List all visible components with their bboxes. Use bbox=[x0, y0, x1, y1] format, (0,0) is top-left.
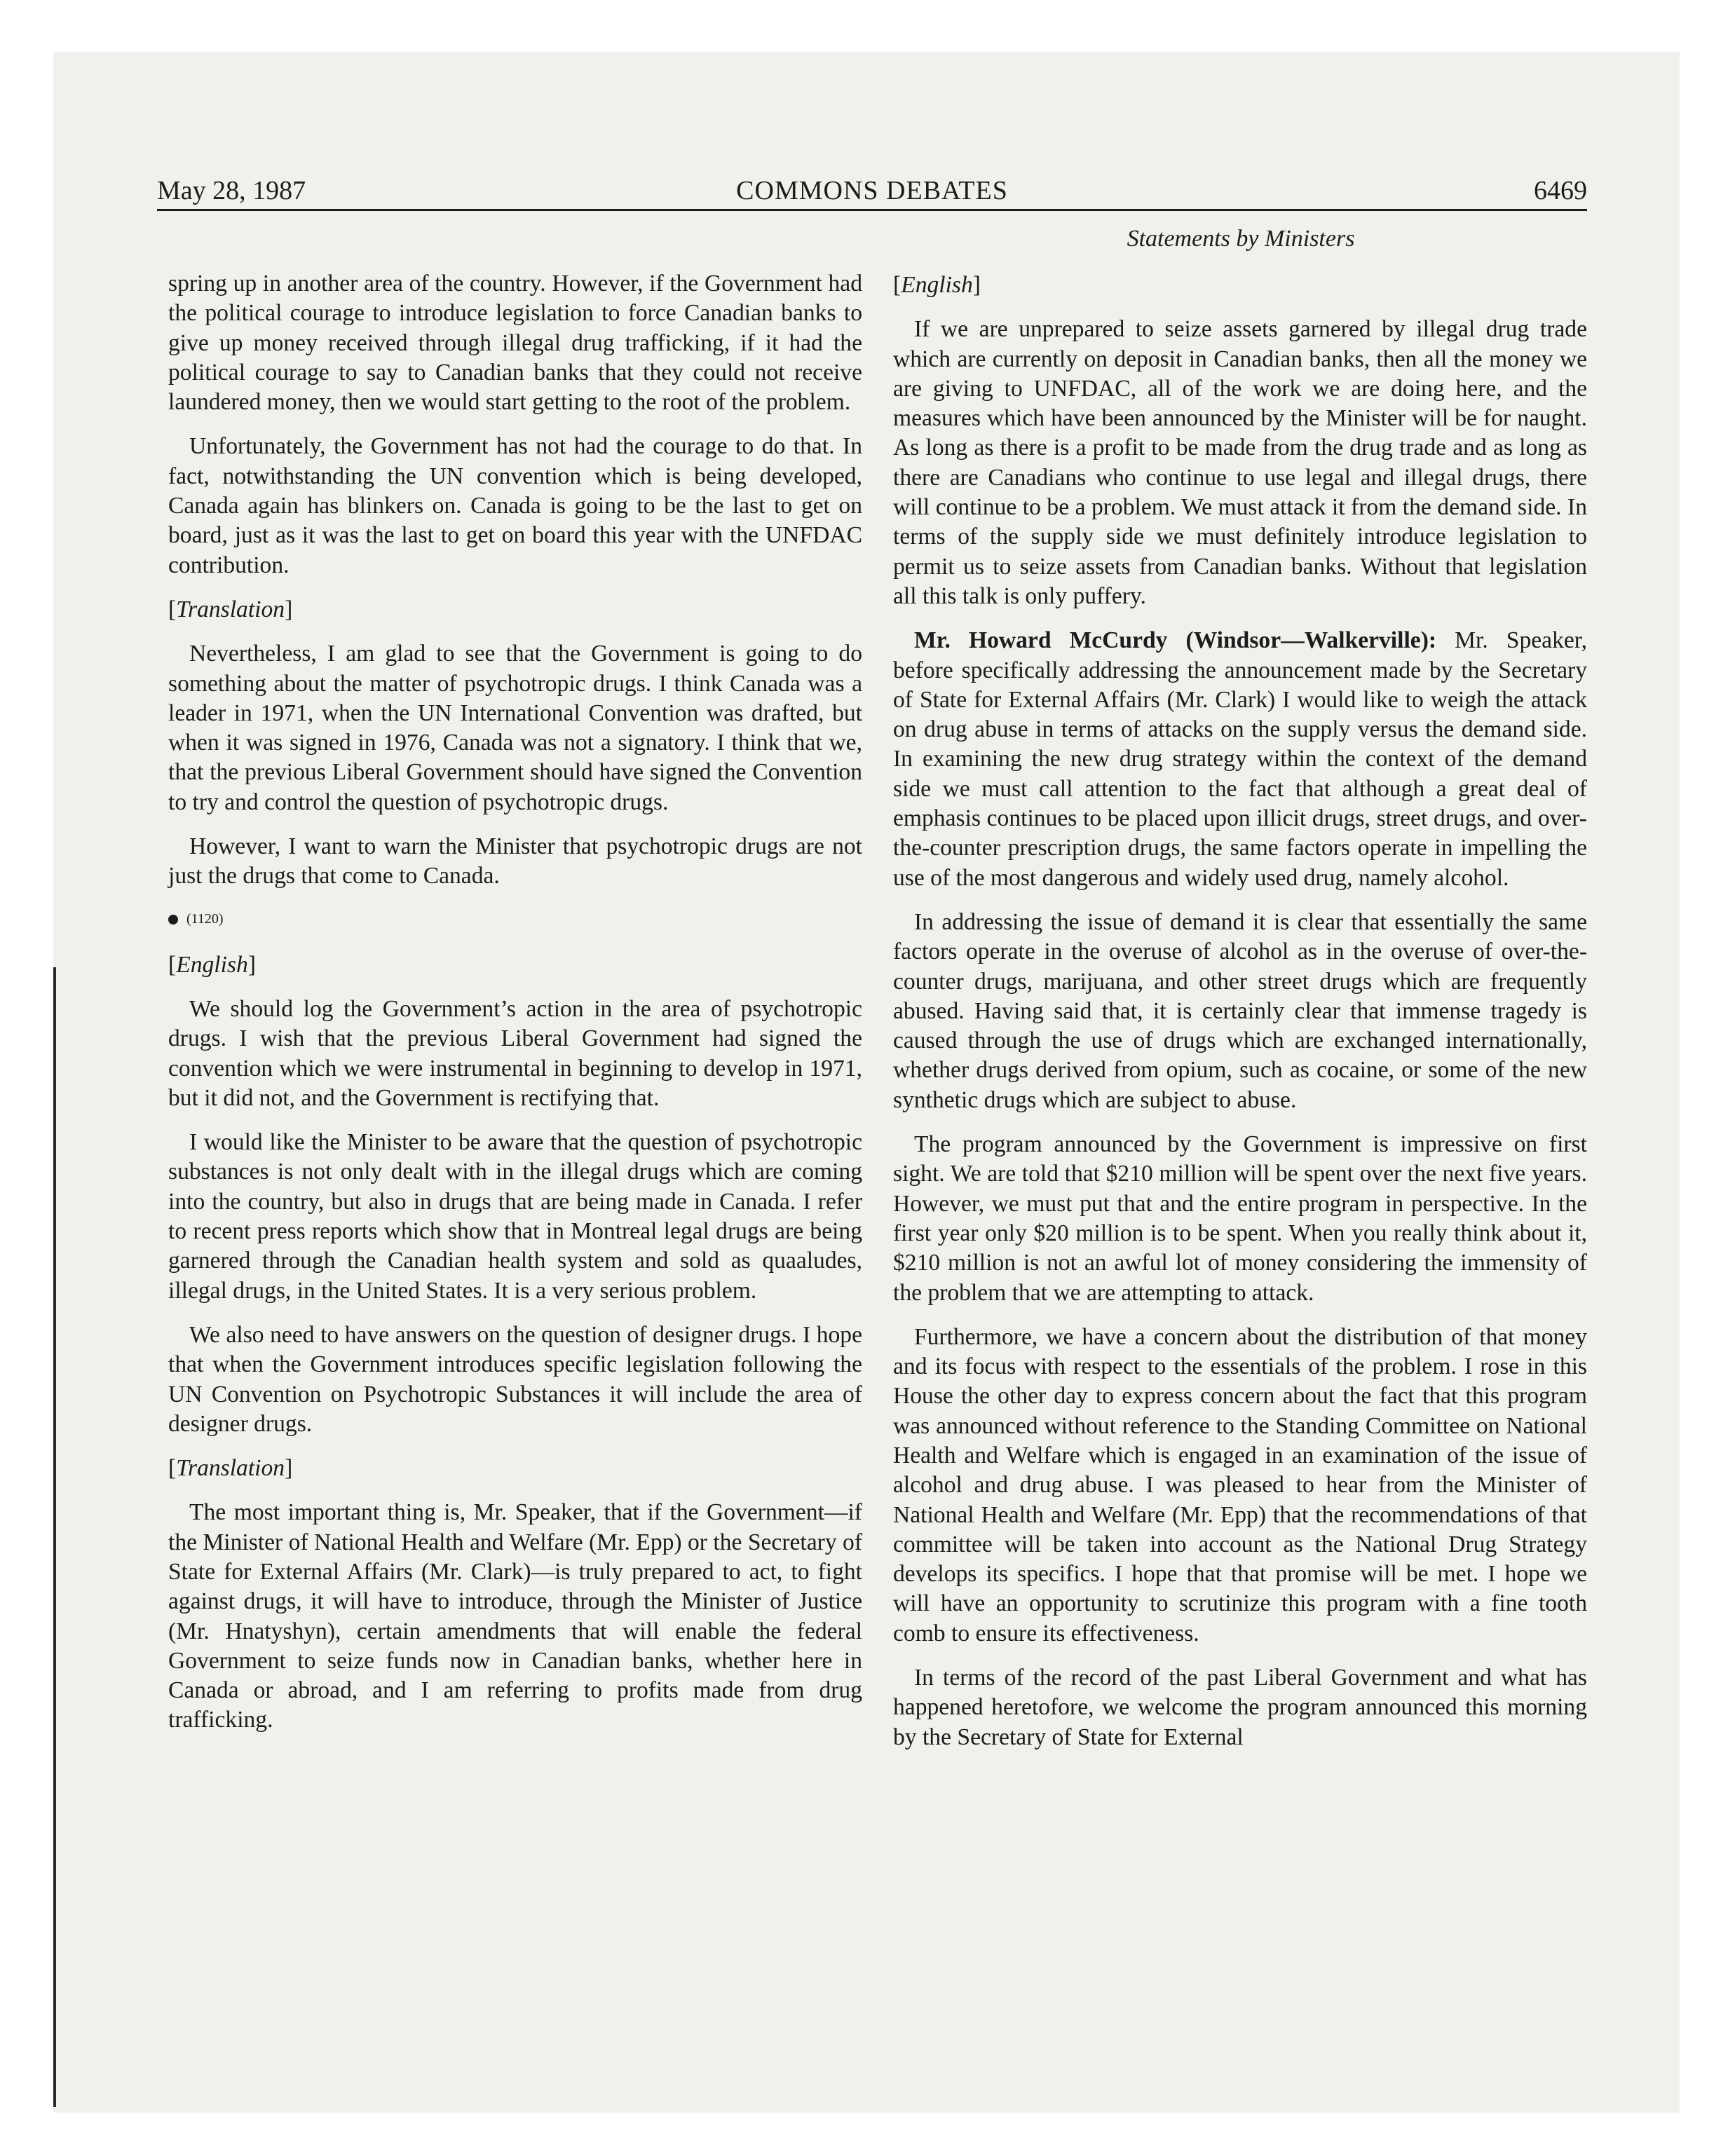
language-marker: [Translation] bbox=[168, 1455, 293, 1482]
language-label: Translation bbox=[176, 1455, 285, 1482]
paragraph: Furthermore, we have a concern about the distribution of that money and its focus with respect to the essentials of the problem. I rose in this House the other day to express concern about the fact that this program was announced without reference to the Standing Committee on National Health and Welfare which is engaged in an examination of the issue of alcohol and drug abuse. I was pleased to hear from the Minister of National Health and Welfare (Mr. Epp) that the recommendations of that committee will be taken into account as the National Drug Strategy develops its specifics. I hope that that promise will be met. I hope we will have an opportunity to scrutinize this program with a fine tooth comb to ensure its effectiveness. bbox=[893, 1323, 1587, 1646]
paragraph bbox=[893, 626, 1587, 893]
bullet-icon bbox=[168, 915, 178, 925]
paragraph: However, I want to warn the Minister that psychotropic drugs are not just the drugs that come to Canada. bbox=[168, 833, 862, 889]
paragraph: I would like the Minister to be aware that the question of psychotropic substances is not only dealt with in the illegal drugs which are coming into the country, but also in drugs that are being made in Canada. I refer to recent press reports which show that in Montreal legal drugs are being garnered through the Canadian health system and sold as quaaludes, illegal drugs, in the United States. It is a very serious problem. bbox=[168, 1129, 862, 1304]
language-marker: [English] bbox=[168, 951, 256, 978]
page-edge-shadow bbox=[53, 967, 56, 2107]
right-column bbox=[893, 269, 1587, 1767]
paragraph: In terms of the record of the past Liberal Government and what has happened heretofore, we welcome the program announced this morning by the Secretary of State for External bbox=[893, 1665, 1587, 1750]
page-number: 6469 bbox=[1534, 176, 1587, 205]
speech-text: Mr. Speaker, before specifically addressing the announcement made by the Secretary of State for External Affairs (Mr. Clark) I would like to weigh the attack on drug abuse in terms of attacks on the supply versus the demand side. In examining the new drug strategy within the context of the demand side we must call attention to the fact that although a great deal of emphasis continues to be placed upon illicit drugs, street drugs, and over-the-counter prescription drugs, the same factors operate in impelling the use of the most dangerous and widely used drug, namely alcohol. bbox=[893, 627, 1587, 891]
language-label: Translation bbox=[176, 596, 285, 622]
left-column bbox=[168, 269, 862, 1750]
header-rule bbox=[157, 209, 1587, 211]
paragraph: We should log the Government’s action in the area of psychotropic drugs. I wish that the previous Liberal Government had signed the convention which we were instrumental in beginning to develop in 1971, but it did not, and the Government is rectifying that. bbox=[168, 995, 862, 1111]
paragraph: The most important thing is, Mr. Speaker, that if the Government—if the Minister of National Health and Welfare (Mr. Epp) or the Secretary of State for External Affairs (Mr. Clark)—is truly prepared to act, to fight against drugs, it will have to introduce, through the Minister of Justice (Mr. Hnatyshyn), certain amendments that will enable the federal Government to seize funds now in Canadian banks, whether here in Canada or abroad, and I am referring to profits made from drug trafficking. bbox=[168, 1499, 862, 1733]
paragraph: spring up in another area of the country. However, if the Government had the political courage to introduce legislation to force Canadian banks to give up money received through illegal drug trafficking, if it had the political courage to say to Canadian banks that they could not receive laundered money, then we would start getting to the root of the problem. bbox=[168, 271, 862, 416]
section-heading: Statements by Ministers bbox=[1127, 226, 1355, 252]
speaker-name: Mr. Howard McCurdy (Windsor—Walkerville): bbox=[914, 627, 1437, 654]
header-title: COMMONS DEBATES bbox=[736, 176, 1008, 205]
language-marker: [Translation] bbox=[168, 596, 293, 622]
time-marker-label: (1120) bbox=[186, 910, 224, 927]
language-label: English bbox=[176, 951, 248, 978]
paragraph: Unfortunately, the Government has not had the courage to do that. In fact, notwithstanding the UN convention which is being developed, Canada again has blinkers on. Canada is going to be the last to get on board, just as it was the last to get on board this year with the UNFDAC contribution. bbox=[168, 433, 862, 578]
paragraph: In addressing the issue of demand it is clear that essentially the same factors operate in the overuse of alcohol as in the overuse of over-the-counter drugs, marijuana, and other street drugs which are frequently abused. Having said that, it is certainly clear that immense tragedy is caused through the use of drugs which are exchanged internationally, whether drugs derived from opium, such as cocaine, or some of the new synthetic drugs which are subject to abuse. bbox=[893, 908, 1587, 1113]
paragraph: If we are unprepared to seize assets garnered by illegal drug trade which are currently on deposit in Canadian banks, then all the money we are giving to UNFDAC, all of the work we are doing here, and the measures which have been announced by the Minister will be for naught. As long as there is a profit to be made from the drug trade and as long as there are Canadians who continue to use legal and illegal drugs, there will continue to be a problem. We must attack it from the demand side. In terms of the supply side we must definitely introduce legislation to permit us to seize assets from Canadian banks. Without that legislation all this talk is only puffery. bbox=[893, 316, 1587, 609]
running-header bbox=[157, 171, 1587, 213]
paragraph: Nevertheless, I am glad to see that the Government is going to do something about the matter of psychotropic drugs. I think Canada was a leader in 1971, when the UN International Convention was drafted, but when it was signed in 1976, Canada was not a signatory. I think that we, that the previous Liberal Government should have signed the Convention to try and control the question of psychotropic drugs. bbox=[168, 641, 862, 815]
paragraph: The program announced by the Government is impressive on first sight. We are told that $210 million will be spent over the next five years. However, we must put that and the entire program in perspective. In the first year only $20 million is to be spent. When you really think about it, $210 million is not an awful lot of money considering the immensity of the problem that we are attempting to attack. bbox=[893, 1131, 1587, 1306]
language-label: English bbox=[901, 272, 973, 298]
paragraph: We also need to have answers on the question of designer drugs. I hope that when the Government introduces specific legislation following the UN Convention on Psychotropic Substances it will include the area of designer drugs. bbox=[168, 1321, 862, 1437]
time-marker bbox=[168, 910, 862, 928]
header-date: May 28, 1987 bbox=[157, 176, 306, 205]
language-marker: [English] bbox=[893, 272, 981, 298]
